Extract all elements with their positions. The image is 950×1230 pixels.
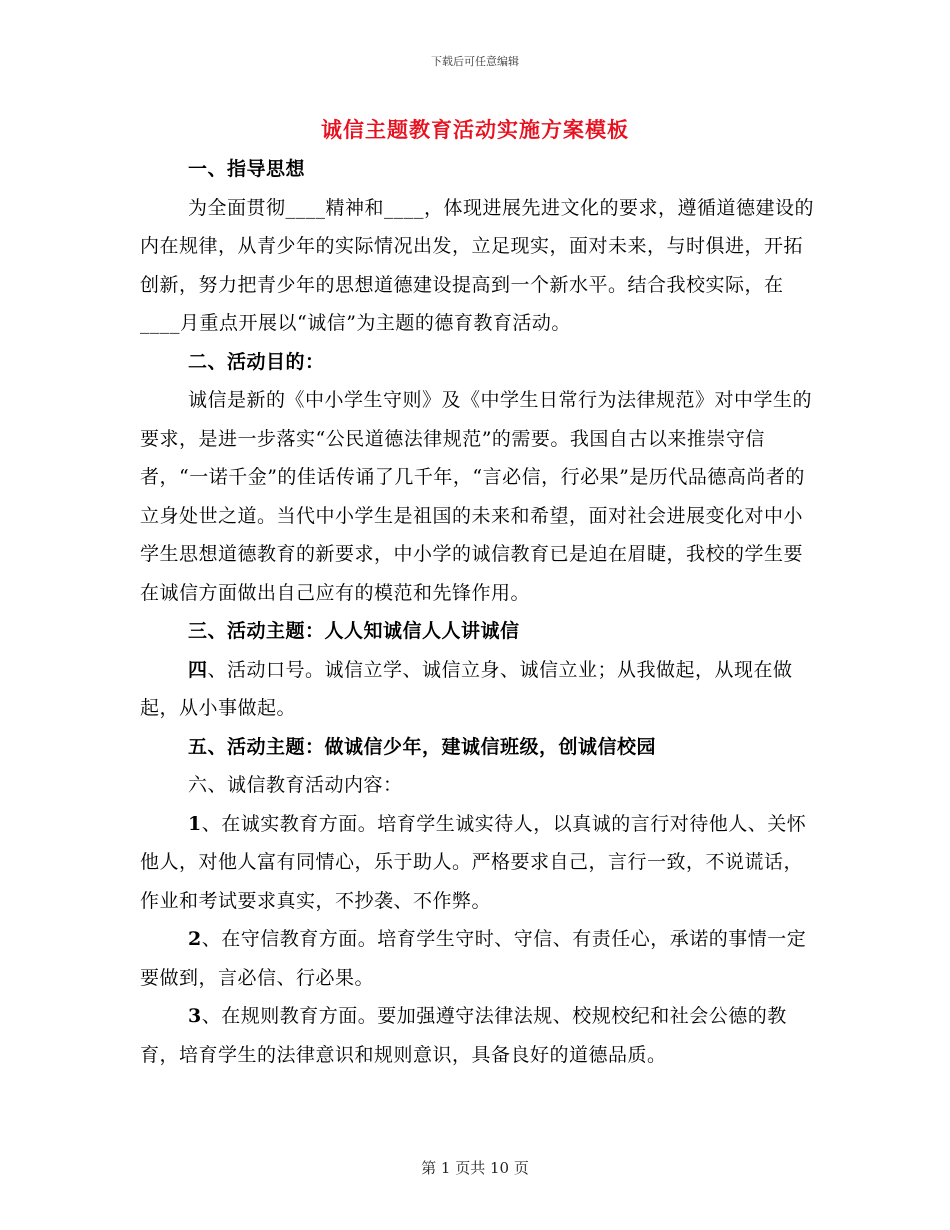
document-body <box>140 150 820 1074</box>
header-note: 下载后可任意编辑 <box>431 55 519 68</box>
slogan-body: 、活动口号。诚信立学、诚信立身、诚信立业；从我做起，从现在做起，从小事做起。 <box>140 658 793 719</box>
slogan-label: 四 <box>188 658 208 681</box>
item-number: 3 <box>188 1005 202 1027</box>
item-text: 、在守信教育方面。培育学生守时、守信、有责任心，承诺的事情一定要做到，言必信、行必果。 <box>140 928 807 989</box>
section-heading-guiding-thought: 一、指导思想 <box>188 158 306 180</box>
list-item <box>140 920 820 997</box>
section-heading-purpose: 二、活动目的： <box>188 350 325 373</box>
section-heading-theme: 三、活动主题：人人知诚信人人讲诚信 <box>188 620 520 642</box>
item-text: 、在诚实教育方面。培育学生诚实待人，以真诚的言行对待他人、关怀他人，对他人富有同情心，乐于助人。严格要求自己，言行一致，不说谎话，作业和考试要求真实，不抄袭、不作弊。 <box>140 812 807 912</box>
list-item <box>140 997 820 1074</box>
section-heading-content: 六、诚信教育活动内容： <box>188 774 403 796</box>
item-number: 1 <box>188 812 202 835</box>
list-item <box>140 805 820 921</box>
section-heading-theme-2: 五、活动主题：做诚信少年，建诚信班级，创诚信校园 <box>188 735 657 758</box>
document-title: 诚信主题教育活动实施方案模板 <box>321 117 629 142</box>
section-slogan <box>140 651 820 728</box>
item-number: 2 <box>188 928 202 950</box>
section-body-guiding-thought: 为全面贯彻____精神和____，体现进展先进文化的要求，遵循道德建设的内在规律，从青少年的实际情况出发，立足现实，面对未来，与时俱进，开拓创新，努力把青少年的思想道德建设提高到一个新水平。结合我校实际，在____月重点开展以“诚信”为主题的德育教育活动。 <box>140 196 815 334</box>
item-text: 、在规则教育方面。要加强遵守法律法规、校规校纪和社会公德的教育，培育学生的法律意识和规则意识，具备良好的道德品质。 <box>140 1005 787 1066</box>
page-footer: 第 1 页共 10 页 <box>421 1159 529 1177</box>
section-body-purpose: 诚信是新的《中小学生守则》及《中学生日常行为法律规范》对中学生的要求，是进一步落实“公民道德法律规范”的需要。我国自古以来推崇守信者，“一诺千金”的佳话传诵了几千年，“言必信，行必果”是历代品德高尚者的立身处世之道。当代中小学生是祖国的未来和希望，面对社会进展变化对中小学生思想道德教育的新要求，中小学的诚信教育已是迫在眉睫，我校的学生要在诚信方面做出自己应有的模范和先锋作用。 <box>140 389 813 604</box>
